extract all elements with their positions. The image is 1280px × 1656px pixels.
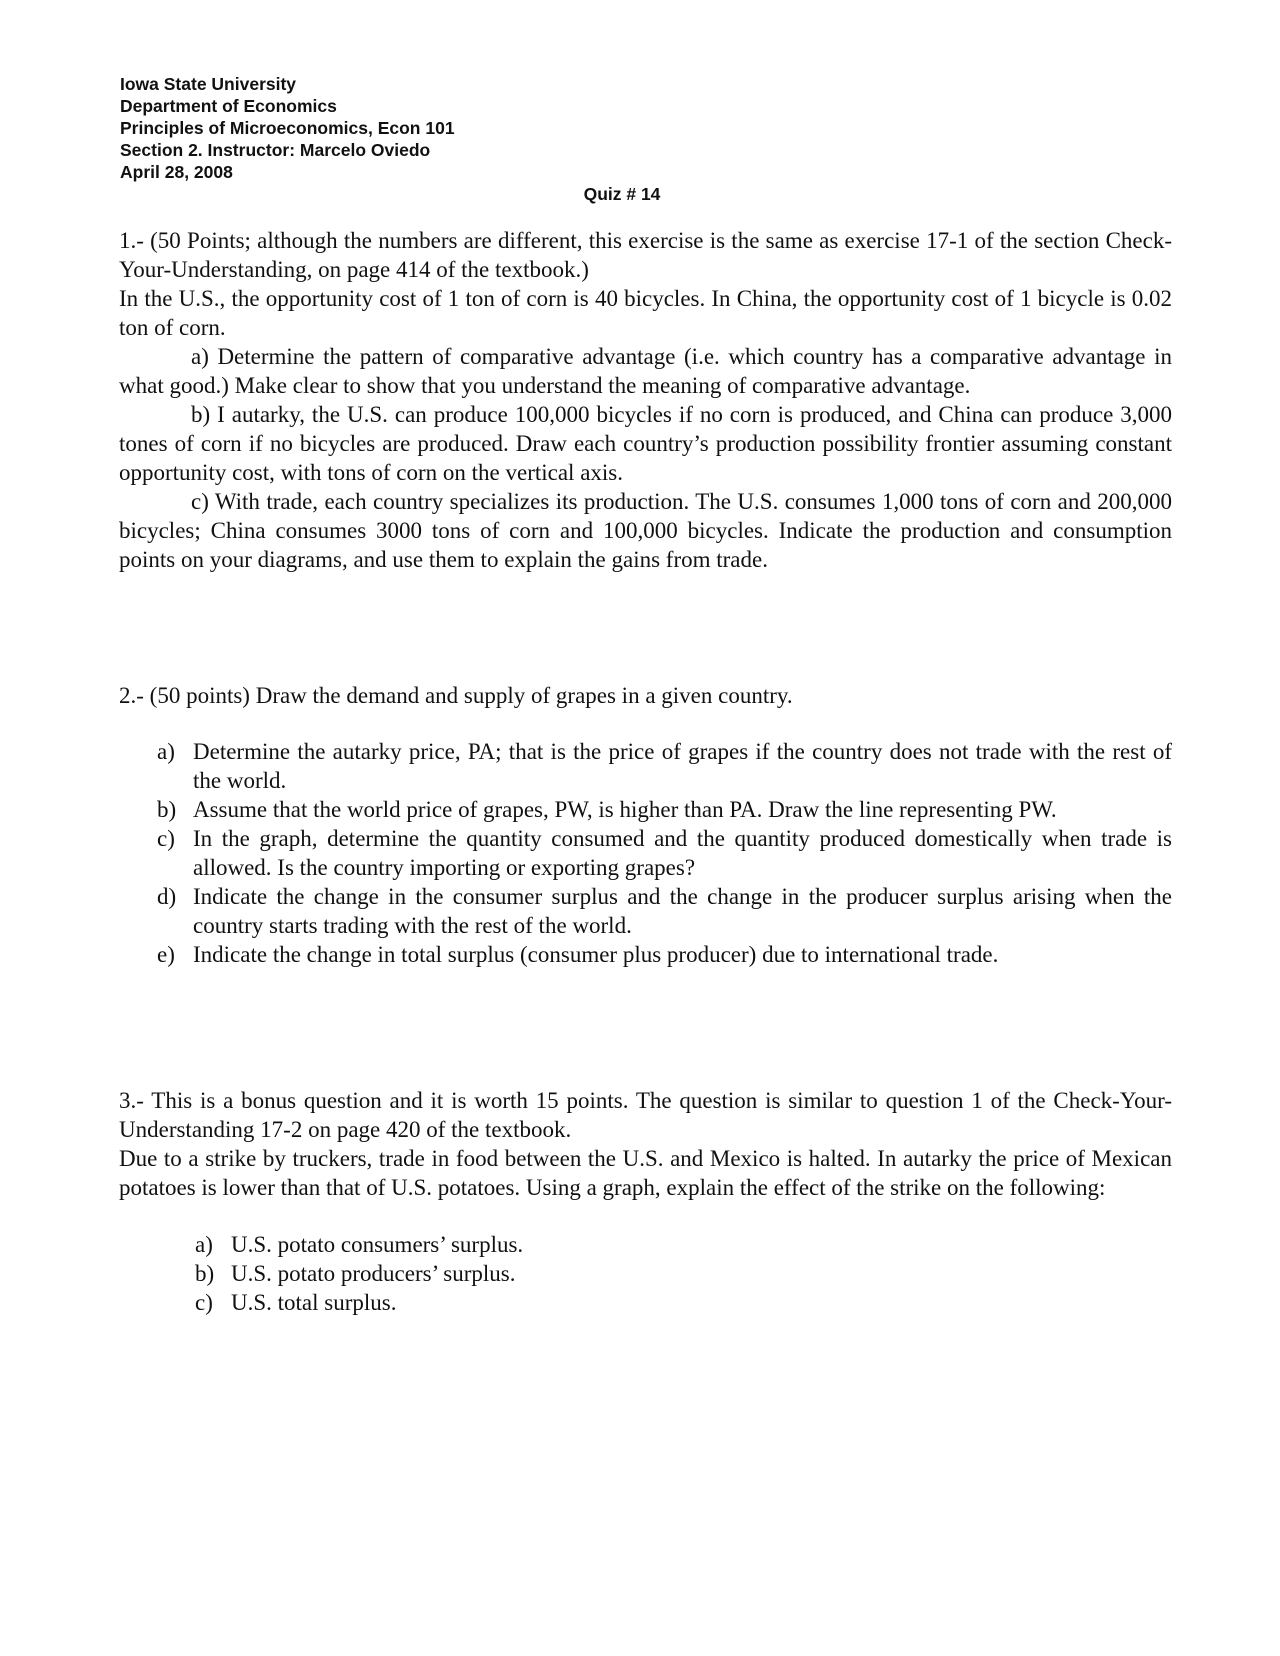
university-name: Iowa State University — [120, 74, 297, 94]
question-1 — [119, 226, 1172, 574]
department-name: Department of Economics — [120, 96, 337, 116]
quiz-title-text: Quiz # 14 — [583, 184, 661, 204]
list-item: b) Assume that the world price of grapes, PW, is higher than PA. Draw the line representing PW. — [157, 797, 1057, 822]
list-item: c) In the graph, determine the quantity consumed and the quantity produced domestically when trade is allowed. Is the country importing or exporting grapes? — [157, 826, 1172, 880]
question-3-list — [119, 1230, 1172, 1317]
course-name: Principles of Microeconomics, Econ 101 — [120, 118, 455, 138]
list-item: a) Determine the autarky price, PA; that is the price of grapes if the country does not trade with the rest of the world. — [157, 739, 1172, 793]
question-1-part-c: c) With trade, each country specializes its production. The U.S. consumes 1,000 tons of corn and 200,000 bicycles; China consumes 3000 tons of corn and 100,000 bicycles. Indicate the production and consumption points on your diagrams, and use them to explain the gains from trade. — [119, 489, 1172, 572]
section-instructor: Section 2. Instructor: Marcelo Oviedo — [120, 140, 431, 160]
question-1-intro: 1.- (50 Points; although the numbers are different, this exercise is the same as exercise 17-1 of the section Check-Your-Understanding, on page 414 of the textbook.) — [119, 228, 1172, 282]
question-3 — [119, 1086, 1172, 1202]
document-date: April 28, 2008 — [120, 162, 233, 182]
question-2 — [119, 681, 1172, 710]
question-1-part-a: a) Determine the pattern of comparative advantage (i.e. which country has a comparative advantage in what good.) Make clear to show that you understand the meaning of comparative advantage. — [119, 344, 1172, 398]
list-item: d) Indicate the change in the consumer surplus and the change in the producer surplus arising when the country starts trading with the rest of the world. — [157, 884, 1172, 938]
question-2-list — [119, 737, 1172, 969]
question-1-setup: In the U.S., the opportunity cost of 1 ton of corn is 40 bicycles. In China, the opportunity cost of 1 bicycle is 0.02 ton of corn. — [119, 286, 1172, 340]
list-item: a) U.S. potato consumers’ surplus. — [195, 1232, 524, 1257]
document-header — [120, 73, 455, 183]
question-3-intro: 3.- This is a bonus question and it is worth 15 points. The question is similar to question 1 of the Check-Your-Understanding 17-2 on page 420 of the textbook. — [119, 1088, 1172, 1142]
list-item: b) U.S. potato producers’ surplus. — [195, 1261, 516, 1286]
question-3-setup: Due to a strike by truckers, trade in food between the U.S. and Mexico is halted. In autarky the price of Mexican potatoes is lower than that of U.S. potatoes. Using a graph, explain the effect of the strike on the following: — [119, 1146, 1172, 1200]
list-item: c) U.S. total surplus. — [195, 1290, 397, 1315]
page-title — [0, 183, 1280, 205]
list-item: e) Indicate the change in total surplus (consumer plus producer) due to international trade. — [157, 942, 999, 967]
question-1-part-b: b) I autarky, the U.S. can produce 100,000 bicycles if no corn is produced, and China can produce 3,000 tones of corn if no bicycles are produced. Draw each country’s production possibility frontier assuming constant opportunity cost, with tons of corn on the vertical axis. — [119, 402, 1172, 485]
question-2-intro: 2.- (50 points) Draw the demand and supply of grapes in a given country. — [119, 683, 793, 708]
